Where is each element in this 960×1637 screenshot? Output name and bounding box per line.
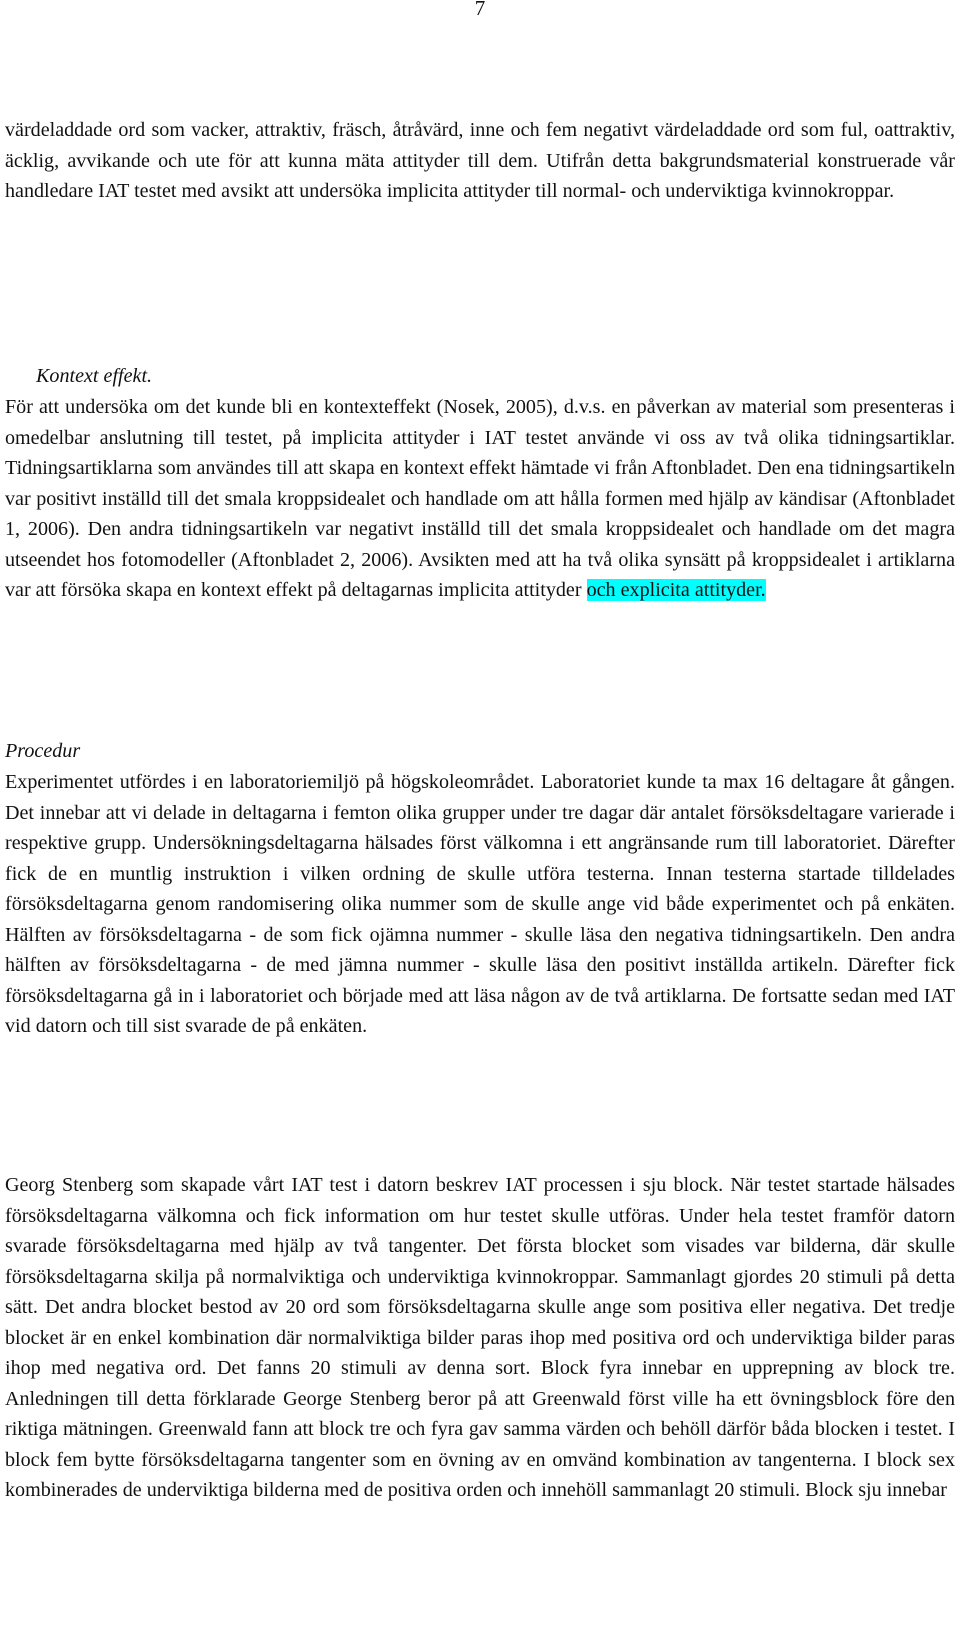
heading-procedur: Procedur (5, 740, 81, 762)
paragraph-kontext (5, 392, 955, 606)
highlighted-text: och explicita attityder. (586, 579, 766, 601)
paragraph-iat-process: Georg Stenberg som skapade vårt IAT test i datorn beskrev IAT processen i sju block. När testet startade hälsades försöksdeltagarna välkomna och fick information om hur testet skulle utföras. Under hela testet framför datorn svarade försöksdeltagarna med hjälp av två tangenter. Det första blocket som visades var bilderna, där skulle försöksdeltagarna skilja på normalviktiga och underviktiga kvinnokroppar. Sammanlagt gjordes 20 stimuli på detta sätt. Det andra blocket bestod av 20 ord som försöksdeltagarna skulle ange som positiva eller negativa. Det tredje blocket är en enkel kombination där normalviktiga bilder paras ihop med positiva ord och underviktiga bilder paras ihop med negativa ord. Det fanns 20 stimuli av denna sort. Block fyra innebar en upprepning av block tre. Anledningen till detta förklarade George Stenberg beror på att Greenwald först ville ha ett övningsblock före den riktiga mätningen. Greenwald fann att block tre och fyra gav samma värden och behöll därför båda blocken i testet. I block fem bytte försöksdeltagarna tangenter som en övning av en omvänd kombination av tangenterna. I block sex kombinerades de underviktiga bilderna med de positiva orden och innehöll sammanlagt 20 stimuli. Block sju innebar (5, 1174, 955, 1501)
paragraph-kontext-text: För att undersöka om det kunde bli en kontexteffekt (Nosek, 2005), d.v.s. en påverkan av material som presenteras i omedelbar anslutning till testet, på implicita attityder i IAT testet använde vi oss av två olika tidningsartiklar. Tidningsartiklarna som användes till att skapa en kontext effekt hämtade vi från Aftonbladet. Den ena tidningsartikeln var positivt inställd till det smala kroppsidealet och handlade om att hålla formen med hjälp av kändisar (Aftonbladet 1, 2006). Den andra tidningsartikeln var negativt inställd till det smala kroppsidealet och handlade om det magra utseendet hos fotomodeller (Aftonbladet 2, 2006). Avsikten med att ha två olika synsätt på kroppsidealet i artiklarna var att försöka skapa en kontext effekt på deltagarnas implicita attityder (5, 396, 955, 601)
page-number: 7 (474, 0, 486, 20)
paragraph-intro: värdeladdade ord som vacker, attraktiv, fräsch, åtråvärd, inne och fem negativt värdeladdade ord som ful, oattraktiv, äcklig, avvikande och ute för att kunna mäta attityder till dem. Utifrån detta bakgrundsmaterial konstruerade vår handledare IAT testet med avsikt att undersöka implicita attityder till normal- och underviktiga kvinnokroppar. (5, 119, 955, 202)
heading-kontext-effekt: Kontext effekt. (36, 365, 153, 387)
paragraph-procedur: Experimentet utfördes i en laboratoriemiljö på högskoleområdet. Laboratoriet kunde ta max 16 deltagare åt gången. Det innebar att vi delade in deltagarna i femton olika grupper under tre dagar där antalet försöksdeltagare varierade i respektive grupp. Undersökningsdeltagarna hälsades först välkomna i ett angränsande rum till laboratoriet. Därefter fick de en muntlig instruktion i vilken ordning de skulle utföra testerna. Innan testerna startade tilldelades försöksdeltagarna genom randomisering olika nummer som de skulle ange vid både experimentet och på enkäten. Hälften av försöksdeltagarna - de som fick ojämna nummer - skulle läsa den negativa tidningsartikeln. Den andra hälften av försöksdeltagarna - de med jämna nummer - skulle läsa den positivt inställda artikeln. Därefter fick försöksdeltagarna gå in i laboratoriet och började med att läsa någon av de två artiklarna. De fortsatte sedan med IAT vid datorn och till sist svarade de på enkäten. (5, 771, 955, 1037)
